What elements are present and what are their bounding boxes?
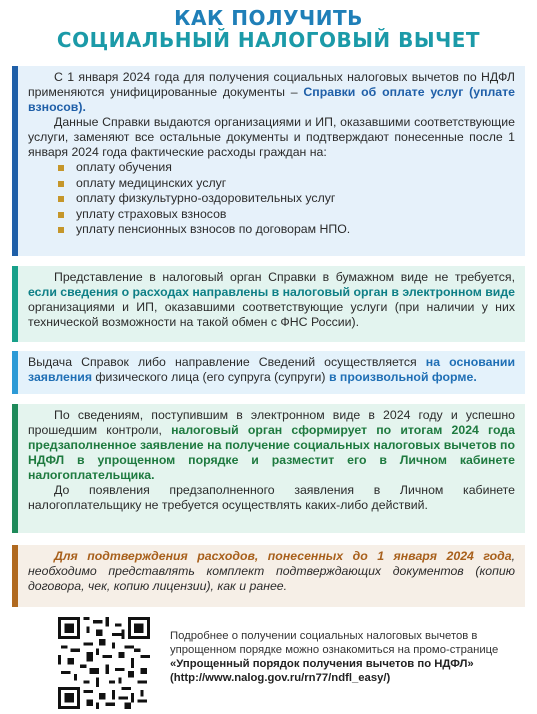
title-line-1: КАК ПОЛУЧИТЬ xyxy=(174,6,363,30)
list-item xyxy=(58,176,515,192)
expense-list xyxy=(28,160,515,238)
block-accent-bar xyxy=(12,66,18,256)
info-block-electronic-submission xyxy=(12,266,525,342)
list-item xyxy=(58,160,515,176)
list-item-label: оплату медицинских услуг xyxy=(76,175,227,190)
list-item xyxy=(58,191,515,207)
footer-note xyxy=(170,629,520,685)
bullet-icon xyxy=(58,165,64,171)
promo-page-link[interactable]: «Упрощенный порядок получения вычетов по НДФЛ» xyxy=(170,658,474,670)
page-title xyxy=(0,7,537,51)
list-item xyxy=(58,207,515,223)
info-block-prefilled-application xyxy=(12,404,525,533)
info-block-unified-documents xyxy=(12,66,525,256)
block2-paragraph xyxy=(28,270,515,330)
block4-paragraph-1 xyxy=(28,408,515,483)
block1-paragraph-2: Данные Справки выдаются организациями и ИП, оказавшими соответствующие услуги, заменяют все остальные документы и подтверждают понесенные после 1 января 2024 года фактические расходы граждан на: xyxy=(28,115,515,159)
info-block-before-2024 xyxy=(12,545,525,607)
list-item-label: уплату пенсионных взносов по договорам НПО. xyxy=(76,222,351,236)
list-item-label: оплату физкультурно-оздоровительных услуг xyxy=(76,191,336,205)
block1-text: С 1 января 2024 года для получения социальных налоговых вычетов по НДФЛ применяются унифицированные документы – xyxy=(28,70,515,99)
info-block-application xyxy=(12,351,525,394)
list-item-label: оплату обучения xyxy=(76,160,172,174)
block4-text: По сведениям, поступившим в электронном виде в 2024 году и успешно прошедшим контроли, xyxy=(28,408,515,437)
bullet-icon xyxy=(58,212,64,218)
block5-paragraph xyxy=(28,549,515,594)
block5-highlight: Для подтверждения расходов, понесенных до 1 января 2024 года xyxy=(54,549,512,563)
block3-text-a: Выдача Справок либо направление Сведений осуществляется xyxy=(28,355,426,369)
block1-highlight: Справки об оплате услуг (уплате взносов). xyxy=(28,85,516,114)
block4-highlight: налоговый орган сформирует по итогам 2024 года предзаполненное заявление на получение социальных налоговых вычетов по НДФЛ в упрощенном порядке и разместит его в Личном кабинете налогоплательщика. xyxy=(28,423,515,482)
block3-text-b: физического лица (его супруга (супруги) xyxy=(92,370,329,384)
block-accent-bar xyxy=(12,545,18,607)
block3-highlight-2: в произвольной форме. xyxy=(328,370,477,384)
block-accent-bar xyxy=(12,404,18,533)
block1-paragraph-1 xyxy=(28,70,515,115)
bullet-icon xyxy=(58,227,64,233)
block2-highlight: если сведения о расходах направлены в налоговый орган в электронном виде xyxy=(28,285,515,299)
qr-code-icon[interactable] xyxy=(58,617,150,709)
list-item-label: уплату страховых взносов xyxy=(76,206,227,221)
block-accent-bar xyxy=(12,351,18,394)
block4-paragraph-2: До появления предзаполненного заявления в Личном кабинете налогоплательщику не требуется осуществлять каких-либо действий. xyxy=(28,483,515,512)
bullet-icon xyxy=(58,196,64,202)
bullet-icon xyxy=(58,181,64,187)
block5-text: , необходимо представлять комплект подтверждающих документов (копию договора, чек, копию лицензии), как и ранее. xyxy=(28,549,515,593)
block3-paragraph xyxy=(28,355,515,385)
block2-text-b: организациями и ИП, оказавшими соответствующие услуги (при наличии у них технической возможности на такой обмен с ФНС России). xyxy=(28,300,515,329)
block2-text-a: Представление в налоговый орган Справки в бумажном виде не требуется, xyxy=(54,270,515,284)
title-line-2: СОЦИАЛЬНЫЙ НАЛОГОВЫЙ ВЫЧЕТ xyxy=(56,28,481,52)
promo-page-url[interactable]: (http://www.nalog.gov.ru/rn77/ndfl_easy/) xyxy=(170,672,391,684)
footer-text: Подробнее о получении социальных налоговых вычетов в упрощенном порядке можно ознакомиться на промо-странице xyxy=(170,630,499,656)
list-item xyxy=(58,222,515,238)
block-accent-bar xyxy=(12,266,18,342)
block3-highlight-1: на основании заявления xyxy=(28,355,516,384)
